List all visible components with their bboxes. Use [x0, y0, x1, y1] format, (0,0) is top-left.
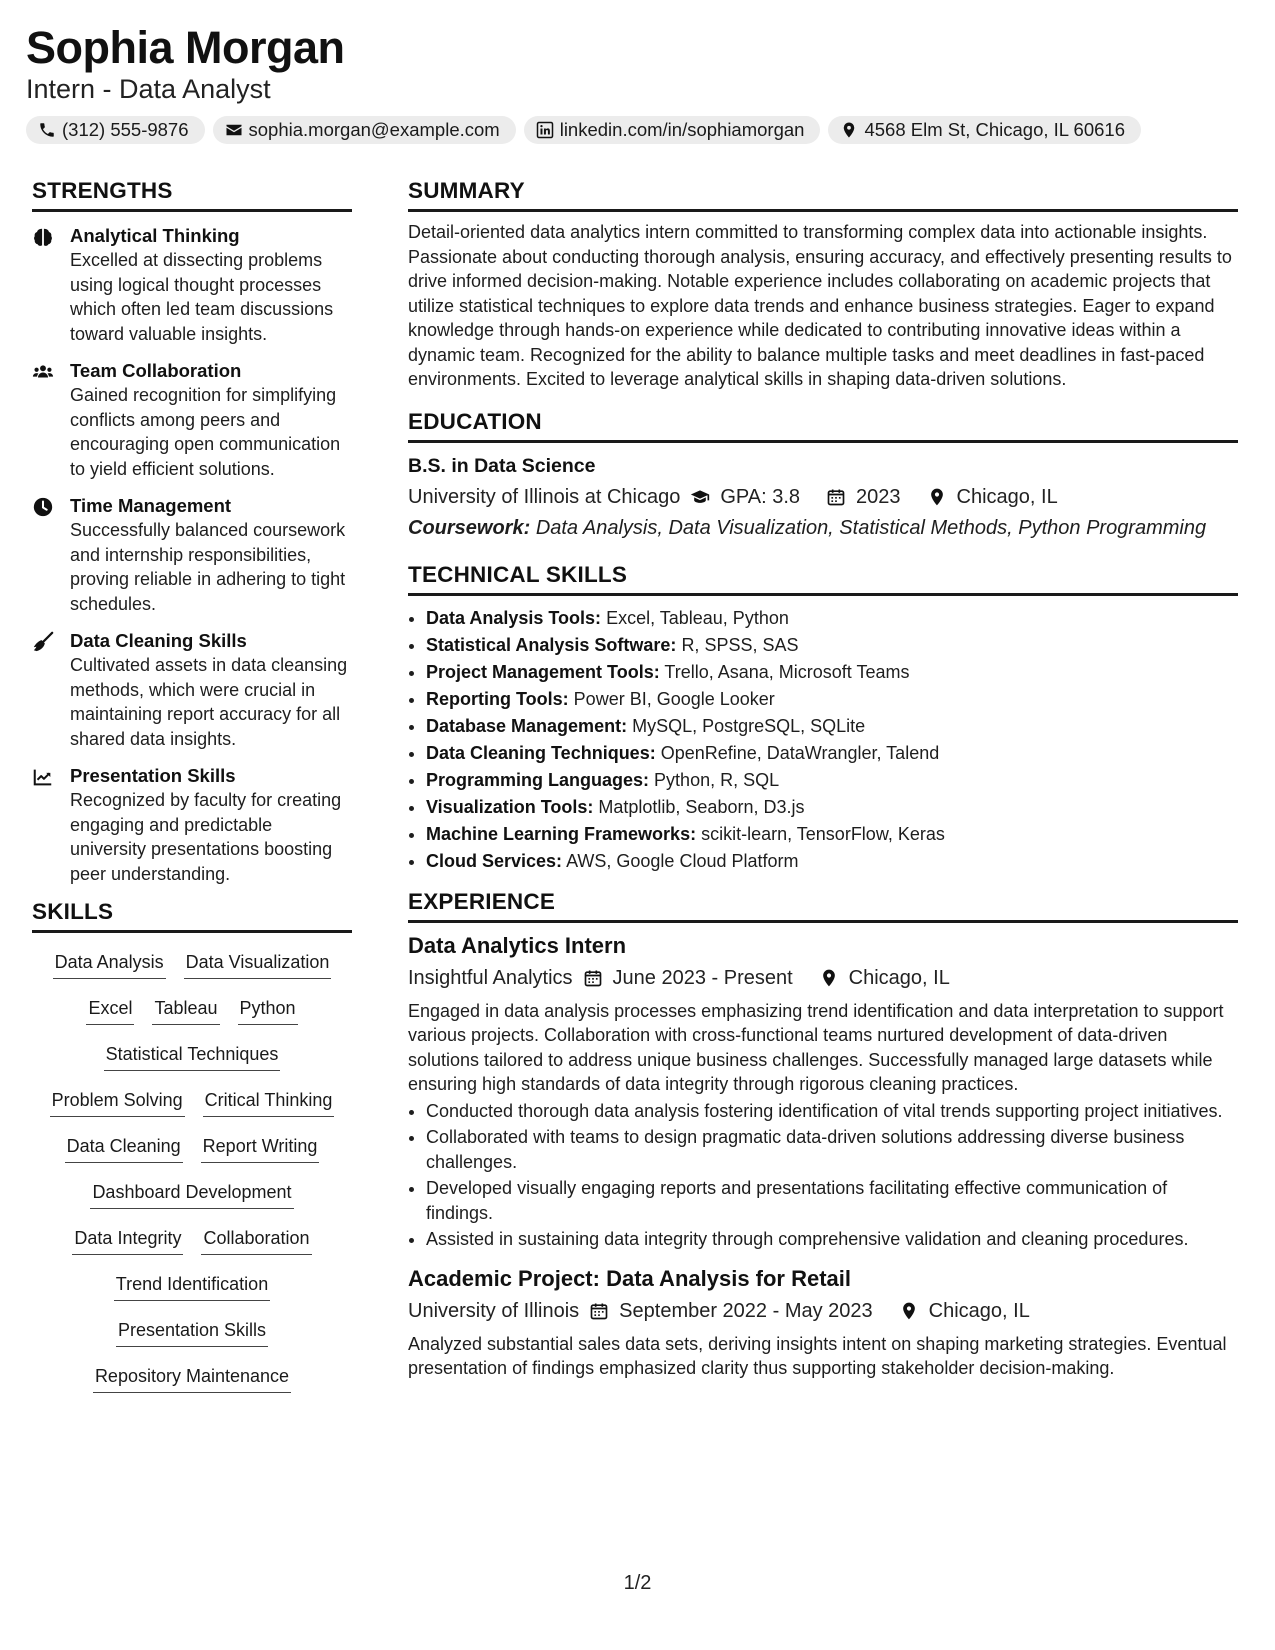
list-item	[426, 821, 1238, 848]
experience-section	[408, 889, 1238, 1381]
skill-tag: Report Writing	[201, 1133, 320, 1163]
contact-email[interactable]	[213, 116, 516, 144]
strength-item	[32, 764, 352, 886]
strength-description: Cultivated assets in data cleansing methods, which were crucial in maintaining report accuracy for all shared data insights.	[70, 655, 348, 749]
graduation-cap-icon	[690, 487, 710, 507]
list-item	[426, 605, 1238, 632]
strength-item	[32, 629, 352, 751]
right-column	[408, 178, 1238, 1381]
tech-skill-label: Statistical Analysis Software:	[426, 634, 677, 655]
tech-skill-value: Python, R, SQL	[654, 769, 780, 790]
coursework-label: Coursework:	[408, 516, 531, 539]
list-item	[426, 659, 1238, 686]
tech-skill-value: OpenRefine, DataWrangler, Talend	[660, 742, 940, 763]
tech-skill-value: Excel, Tableau, Python	[606, 607, 789, 628]
graduation-year: 2023	[856, 485, 901, 508]
education-heading: EDUCATION	[408, 409, 1238, 443]
tech-skill-label: Data Cleaning Techniques:	[426, 742, 656, 763]
list-item	[426, 632, 1238, 659]
tech-skill-value: R, SPSS, SAS	[681, 634, 799, 655]
education-location: Chicago, IL	[956, 485, 1058, 508]
school-name: University of Illinois at Chicago	[408, 485, 681, 508]
experience-bullets	[408, 1099, 1238, 1252]
list-item	[426, 713, 1238, 740]
technical-skills-list	[408, 605, 1238, 875]
tech-skill-label: Project Management Tools:	[426, 661, 660, 682]
list-item: • Developed visually engaging reports and presentations facilitating effective communication of findings.	[426, 1176, 1238, 1225]
strength-title: Presentation Skills	[70, 765, 236, 786]
technical-skills-heading: TECHNICAL SKILLS	[408, 562, 1238, 596]
strengths-heading: STRENGTHS	[32, 178, 352, 212]
experience-location: Chicago, IL	[928, 1299, 1030, 1322]
calendar-icon	[583, 968, 603, 988]
experience-meta	[408, 965, 1238, 991]
list-item	[426, 740, 1238, 767]
tech-skill-label: Programming Languages:	[426, 769, 650, 790]
skill-tag: Data Visualization	[184, 949, 332, 979]
strength-description: Recognized by faculty for creating engaging and predictable university presentations boosting peer understanding.	[70, 790, 342, 884]
page-number: 1/2	[623, 1572, 652, 1594]
brain-icon	[32, 226, 54, 248]
strength-title: Time Management	[70, 495, 232, 516]
tech-skill-value: AWS, Google Cloud Platform	[566, 850, 799, 871]
calendar-icon	[589, 1301, 609, 1321]
experience-dates: September 2022 - May 2023	[619, 1299, 873, 1322]
phone-icon	[38, 121, 56, 139]
experience-heading: EXPERIENCE	[408, 889, 1238, 923]
contact-bar	[26, 116, 1246, 144]
skill-tag: Trend Identification	[114, 1271, 270, 1301]
location-icon	[819, 968, 839, 988]
tech-skill-label: Visualization Tools:	[426, 796, 594, 817]
list-item	[426, 848, 1238, 875]
skill-tag: Critical Thinking	[203, 1087, 335, 1117]
strength-item	[32, 359, 352, 481]
contact-email-text: sophia.morgan@example.com	[248, 119, 500, 140]
education-meta	[408, 484, 1238, 510]
linkedin-icon	[536, 121, 554, 139]
skills-list	[32, 949, 352, 1409]
clock-icon	[32, 496, 54, 518]
skill-tag: Presentation Skills	[116, 1317, 268, 1347]
list-item	[426, 686, 1238, 713]
degree-name: B.S. in Data Science	[408, 454, 596, 477]
list-item: • Collaborated with teams to design pragmatic data-driven solutions addressing diverse business challenges.	[426, 1125, 1238, 1174]
experience-dates: June 2023 - Present	[612, 966, 793, 989]
contact-address-text: 4568 Elm St, Chicago, IL 60616	[864, 119, 1125, 140]
contact-phone-text: (312) 555-9876	[62, 119, 189, 140]
tech-skill-label: Cloud Services:	[426, 850, 563, 871]
experience-description: Analyzed substantial sales data sets, deriving insights intent on shaping marketing strategies. Eventual presentation of findings emphasized clarity thus supporting stakeholder decision-making.	[408, 1333, 1227, 1378]
skill-tag: Excel	[86, 995, 134, 1025]
strength-title: Team Collaboration	[70, 360, 242, 381]
skill-tag: Dashboard Development	[90, 1179, 293, 1209]
tech-skill-label: Database Management:	[426, 715, 628, 736]
users-icon	[32, 361, 54, 383]
calendar-icon	[826, 487, 846, 507]
location-icon	[927, 487, 947, 507]
experience-location: Chicago, IL	[848, 966, 950, 989]
coursework	[408, 515, 1238, 542]
job-title-heading: Intern - Data Analyst	[26, 74, 271, 104]
left-column	[32, 178, 352, 1409]
skill-tag: Statistical Techniques	[104, 1041, 281, 1071]
experience-title: Data Analytics Intern	[408, 932, 627, 958]
strength-description: Successfully balanced coursework and internship responsibilities, proving reliable in adhering to tight schedules.	[70, 520, 346, 614]
education-section	[408, 409, 1238, 542]
contact-phone[interactable]	[26, 116, 205, 144]
skill-tag: Data Cleaning	[65, 1133, 183, 1163]
skill-tag: Data Analysis	[53, 949, 166, 979]
skill-tag: Collaboration	[201, 1225, 311, 1255]
list-item	[426, 767, 1238, 794]
strength-title: Analytical Thinking	[70, 225, 240, 246]
strengths-list	[32, 224, 352, 886]
skill-tag: Data Integrity	[72, 1225, 183, 1255]
tech-skill-label: Reporting Tools:	[426, 688, 569, 709]
tech-skill-value: Trello, Asana, Microsoft Teams	[664, 661, 910, 682]
summary-text: Detail-oriented data analytics intern committed to transforming complex data into actionable insights. Passionate about conducting thorough analysis, ensuring accuracy, and effectively presenting results to drive informed decision-making. Notable experience includes collaborating on academic projects that utilize statistical techniques to explore data trends and enhance business strategies. Eager to expand knowledge through hands-on experience while dedicated to contributing innovative ideas within a dynamic team. Recognized for the ability to balance multiple tasks and meet deadlines in fast-paced environments. Excited to leverage analytical skills in shaping data-driven solutions.	[408, 222, 1232, 389]
company-name: Insightful Analytics	[408, 966, 573, 989]
company-name: University of Illinois	[408, 1299, 580, 1322]
tech-skill-value: MySQL, PostgreSQL, SQLite	[632, 715, 866, 736]
experience-title: Academic Project: Data Analysis for Retail	[408, 1265, 852, 1291]
technical-skills-section	[408, 562, 1238, 875]
strength-description: Excelled at dissecting problems using logical thought processes which often led team discussions toward valuable insights.	[70, 250, 334, 344]
list-item: • Conducted thorough data analysis fostering identification of vital trends supporting project initiatives.	[426, 1099, 1238, 1124]
list-item	[426, 794, 1238, 821]
tech-skill-label: Machine Learning Frameworks:	[426, 823, 697, 844]
tech-skill-value: scikit-learn, TensorFlow, Keras	[701, 823, 945, 844]
contact-linkedin-text: linkedin.com/in/sophiamorgan	[559, 119, 805, 140]
strength-description: Gained recognition for simplifying conflicts among peers and encouraging open communication to yield efficient solutions.	[70, 385, 341, 479]
skill-tag: Problem Solving	[50, 1087, 185, 1117]
coursework-list: Data Analysis, Data Visualization, Statistical Methods, Python Programming	[535, 516, 1207, 539]
envelope-icon	[225, 121, 243, 139]
strength-title: Data Cleaning Skills	[70, 630, 247, 651]
experience-entry	[408, 933, 1238, 1252]
tech-skill-value: Matplotlib, Seaborn, D3.js	[598, 796, 805, 817]
contact-linkedin[interactable]	[524, 116, 821, 144]
list-item: • Assisted in sustaining data integrity through comprehensive validation and cleaning procedures.	[426, 1227, 1238, 1252]
tech-skill-value: Power BI, Google Looker	[573, 688, 775, 709]
location-icon	[899, 1301, 919, 1321]
tech-skill-label: Data Analysis Tools:	[426, 607, 602, 628]
gpa: GPA: 3.8	[720, 485, 801, 508]
experience-entry	[408, 1266, 1238, 1381]
chart-line-icon	[32, 766, 54, 788]
experience-description: Engaged in data analysis processes emphasizing trend identification and data interpretation to support various projects. Collaboration with cross-functional teams nurtured development of data-driven solutions tailored to address unique business challenges. Successfully managed large datasets while ensuring high standards of data integrity through rigorous cleaning practices.	[408, 1000, 1224, 1094]
skills-heading: SKILLS	[32, 899, 352, 933]
location-icon	[840, 121, 858, 139]
skill-tag: Tableau	[152, 995, 219, 1025]
contact-address	[828, 116, 1141, 144]
strength-item	[32, 494, 352, 616]
strength-item	[32, 224, 352, 346]
skill-tag: Python	[238, 995, 298, 1025]
broom-icon	[32, 631, 54, 653]
experience-meta	[408, 1298, 1238, 1324]
summary-heading: SUMMARY	[408, 178, 1238, 212]
resume-header	[26, 20, 1246, 144]
candidate-name: Sophia Morgan	[26, 22, 345, 73]
skill-tag: Repository Maintenance	[93, 1363, 291, 1393]
